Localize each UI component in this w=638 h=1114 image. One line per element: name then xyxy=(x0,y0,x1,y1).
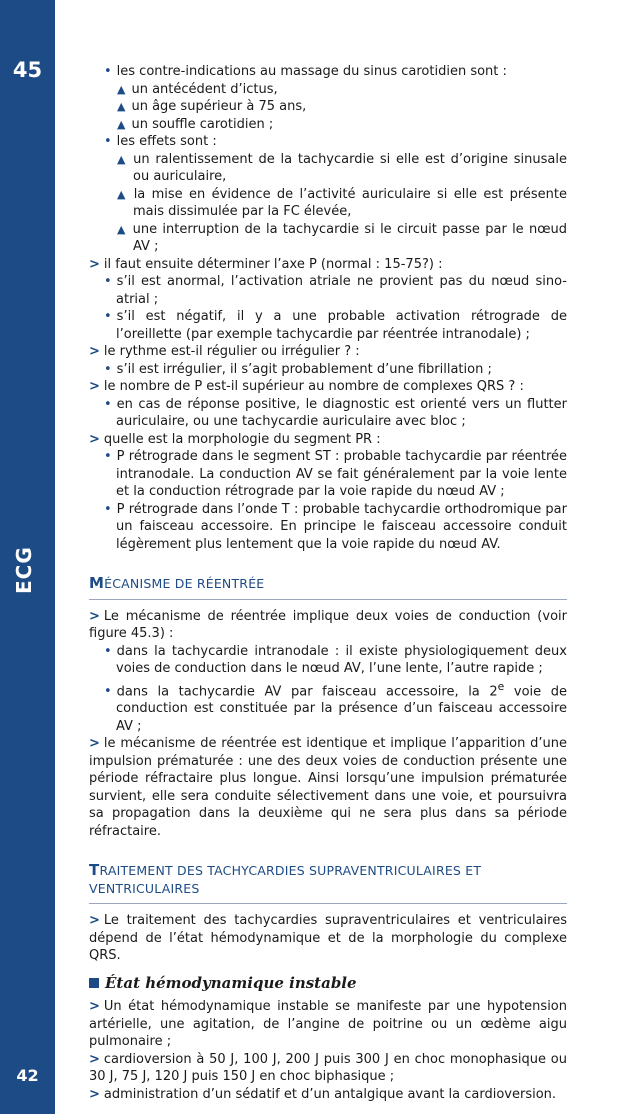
list-item: ▲ un âge supérieur à 75 ans, xyxy=(117,99,307,114)
paragraph: > le mécanisme de réentrée est identique et implique l’apparition d’une impulsion prématurée : une des deux voies de conduction présente une période réfractaire plus longue. Ainsi lorsqu’une impulsion prématurée survient, elle sera conduite sélectivement dans une voie, et poursuivra sa propagation dans la deuxième qui ne sera plus dans sa période réfractaire. xyxy=(89,736,567,839)
page-content xyxy=(89,63,567,1103)
arrow-icon: > xyxy=(89,608,100,624)
triangle-icon: ▲ xyxy=(117,117,126,131)
list-item: • s’il est négatif, il y a une probable activation rétrograde de l’oreillette (par exemple tachycardie par réentrée intranodale) ; xyxy=(104,309,567,342)
list-item: ▲ un souffle carotidien ; xyxy=(117,116,274,132)
list-item: • P rétrograde dans l’onde T : probable tachycardie orthodromique par un faisceau accessoire. En principe le faisceau accessoire conduit légèrement plus lentement que la voie rapide du nœud AV. xyxy=(104,501,567,552)
list-item: • s’il est anormal, l’activation atriale ne provient pas du nœud sino-atrial ; xyxy=(104,274,567,307)
list-item: > il faut ensuite déterminer l’axe P (normal : 15-75?) : xyxy=(89,256,443,272)
triangle-icon: ▲ xyxy=(117,100,126,113)
bullet-icon: • xyxy=(104,134,112,149)
bullet-icon: • xyxy=(104,449,112,464)
triangle-icon: ▲ xyxy=(117,152,128,166)
arrow-icon: > xyxy=(89,999,100,1015)
arrow-icon: > xyxy=(89,736,100,752)
triangle-icon: ▲ xyxy=(117,82,126,96)
paragraph: > administration d’un sédatif et d’un antalgique avant la cardioversion. xyxy=(89,1086,557,1102)
arrow-icon: > xyxy=(89,344,100,359)
list-item: ▲ la mise en évidence de l’activité auriculaire si elle est présente mais dissimulée par la FC élevée, xyxy=(117,186,567,219)
bullet-icon: • xyxy=(104,643,112,659)
paragraph: > Le mécanisme de réentrée implique deux voies de conduction (voir figure 45.3) : xyxy=(89,608,567,641)
bullet-icon: • xyxy=(104,501,112,517)
list-item: ▲ un ralentissement de la tachycardie si elle est d’origine sinusale ou auriculaire, xyxy=(117,151,567,184)
list-item: > quelle est la morphologie du segment PR : xyxy=(89,431,381,447)
list-item: • en cas de réponse positive, le diagnostic est orienté vers un flutter auriculaire, ou une tachycardie auriculaire avec bloc ; xyxy=(104,396,567,429)
page-number: 42 xyxy=(16,1066,39,1085)
list-item: • dans la tachycardie AV par faisceau accessoire, la 2e voie de conduction est constituée par la présence d’un faisceau accessoire AV ; xyxy=(104,679,567,734)
triangle-icon: ▲ xyxy=(117,187,128,201)
bullet-icon: • xyxy=(104,361,112,377)
square-icon xyxy=(89,978,99,988)
paragraph: > Un état hémodynamique instable se manifeste par une hypotension artérielle, une agitation, de l’angine de poitrine ou un œdème aigu pulmonaire ; xyxy=(89,999,567,1050)
list-item: • P rétrograde dans le segment ST : probable tachycardie par réentrée intranodale. La conduction AV se fait généralement par la voie lente et la conduction rétrograde par la voie rapide du nœud AV ; xyxy=(104,449,567,499)
arrow-icon: > xyxy=(89,256,100,272)
paragraph: > Le traitement des tachycardies supraventriculaires et ventriculaires dépend de l’état hémodynamique et de la morphologie du complexe QRS. xyxy=(89,913,567,964)
bullet-icon: • xyxy=(104,274,112,289)
list-item: ▲ un antécédent d’ictus, xyxy=(117,81,278,97)
bullet-icon: • xyxy=(104,64,112,79)
arrow-icon: > xyxy=(89,913,100,929)
list-item: • les effets sont : xyxy=(104,134,217,149)
list-item: • s’il est irrégulier, il s’agit probablement d’une fibrillation ; xyxy=(104,361,492,377)
arrow-icon: > xyxy=(89,1086,100,1102)
paragraph: > cardioversion à 50 J, 100 J, 200 J puis 300 J en choc monophasique ou 30 J, 75 J, 120 J puis 150 J en choc biphasique ; xyxy=(89,1051,567,1085)
bullet-icon: • xyxy=(104,683,112,699)
chapter-number: 45 xyxy=(12,58,43,82)
arrow-icon: > xyxy=(89,431,100,447)
triangle-icon: ▲ xyxy=(117,222,127,236)
list-item: > le rythme est-il régulier ou irrégulier ? : xyxy=(89,344,360,359)
bullet-icon: • xyxy=(104,309,112,324)
bullet-icon: • xyxy=(104,396,112,412)
list-item: ▲ une interruption de la tachycardie si le circuit passe par le nœud AV ; xyxy=(117,221,567,254)
section-label: ECG xyxy=(12,546,36,594)
arrow-icon: > xyxy=(89,379,100,394)
list-item: • les contre-indications au massage du sinus carotidien sont : xyxy=(104,64,507,79)
list-item: • dans la tachycardie intranodale : il existe physiologiquement deux voies de conduction dans le nœud AV, l’une lente, l’autre rapide ; xyxy=(104,643,567,676)
section-heading-reentry: MÉCANISME DE RÉENTRÉE xyxy=(89,575,567,600)
section-heading-treatment: TRAITEMENT DES TACHYCARDIES SUPRAVENTRICULAIRES ET VENTRICULAIRES xyxy=(89,862,567,904)
arrow-icon: > xyxy=(89,1051,100,1067)
subheading-unstable: État hémodynamique instable xyxy=(89,975,567,993)
list-item: > le nombre de P est-il supérieur au nombre de complexes QRS ? : xyxy=(89,379,524,394)
sidebar xyxy=(0,0,55,1114)
